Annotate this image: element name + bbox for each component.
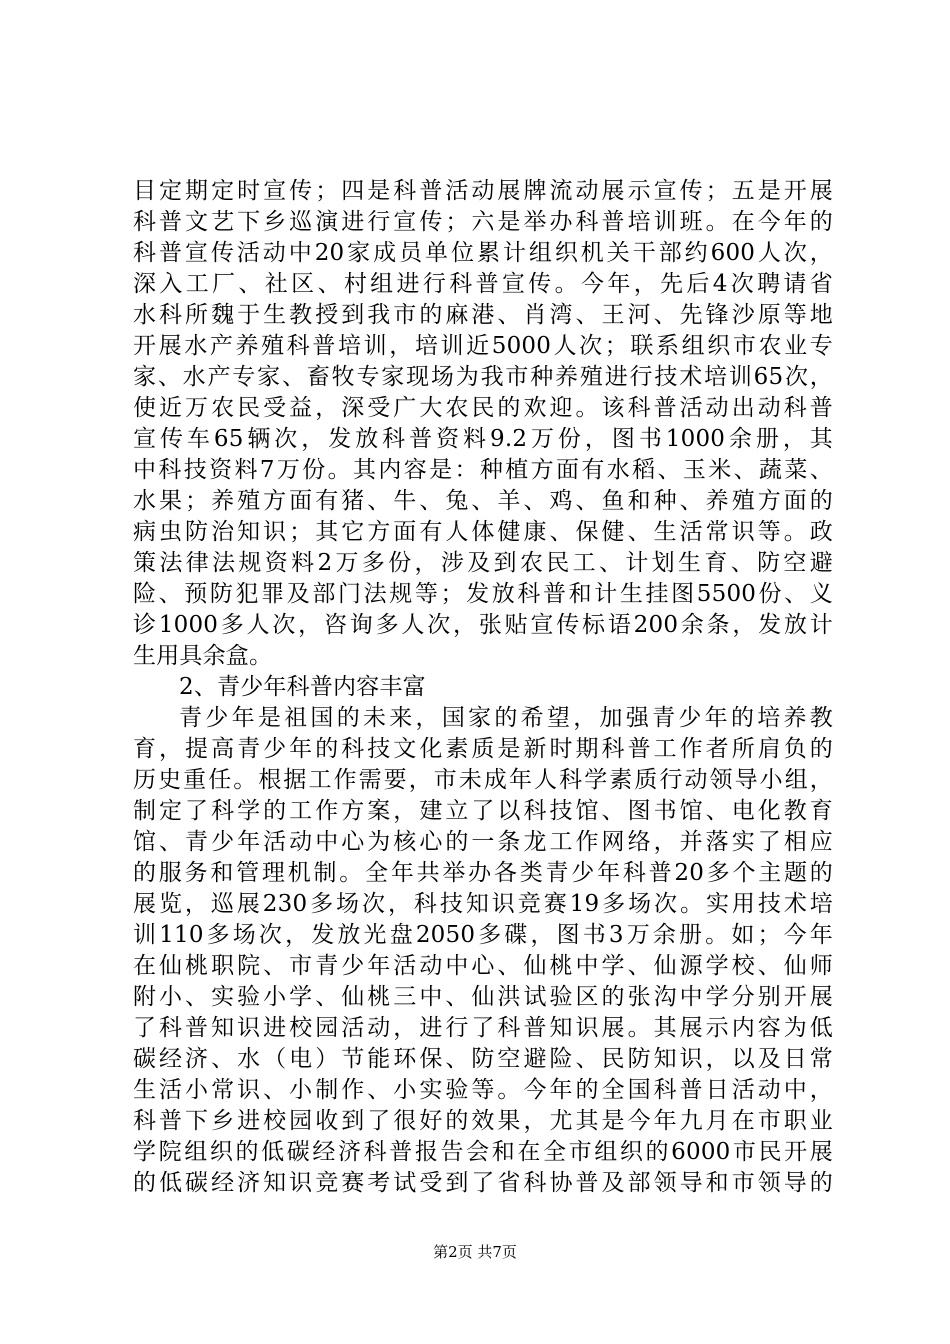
text-line: 科普宣传活动中20家成员单位累计组织机关干部约600人次，: [133, 240, 833, 266]
text-line: 的服务和管理机制。全年共举办各类青少年科普20多个主题的: [133, 860, 833, 886]
text-line: 了科普知识进校园活动，进行了科普知识展。其展示内容为低: [133, 1015, 833, 1041]
text-line: 家、水产专家、畜牧专家现场为我市种养殖进行技术培训65次，: [133, 364, 833, 390]
text-line: 训110多场次，发放光盘2050多碟，图书3万余册。如；今年: [133, 922, 833, 948]
text-line: 深入工厂、社区、村组进行科普宣传。今年，先后4次聘请省: [133, 271, 833, 297]
text-line: 使近万农民受益，深受广大农民的欢迎。该科普活动出动科普: [133, 395, 833, 421]
text-line: 险、预防犯罪及部门法规等；发放科普和计生挂图5500份、义: [133, 581, 833, 607]
text-line: 生活小常识、小制作、小实验等。今年的全国科普日活动中，: [133, 1077, 833, 1103]
text-line: 水科所魏于生教授到我市的麻港、肖湾、王河、先锋沙原等地: [133, 302, 833, 328]
text-line: 学院组织的低碳经济科普报告会和在全市组织的6000市民开展: [133, 1139, 833, 1165]
text-line: 科普下乡进校园收到了很好的效果，尤其是今年九月在市职业: [133, 1108, 833, 1134]
text-line: 开展水产养殖科普培训，培训近5000人次；联系组织市农业专: [133, 333, 833, 359]
text-line: 科普文艺下乡巡演进行宣传；六是举办科普培训班。在今年的: [133, 209, 833, 235]
text-line: 生用具余盒。: [133, 643, 273, 669]
text-line: 策法律法规资料2万多份，涉及到农民工、计划生育、防空避: [133, 550, 833, 576]
text-line: 碳经济、水（电）节能环保、防空避险、民防知识，以及日常: [133, 1046, 833, 1072]
text-line: 的低碳经济知识竞赛考试受到了省科协普及部领导和市领导的: [133, 1170, 833, 1196]
section-heading: 2、青少年科普内容丰富: [179, 674, 426, 700]
text-line: 展览，巡展230多场次，科技知识竞赛19多场次。实用技术培: [133, 891, 833, 917]
text-line: 病虫防治知识；其它方面有人体健康、保健、生活常识等。政: [133, 519, 833, 545]
text-line: 水果；养殖方面有猪、牛、兔、羊、鸡、鱼和种、养殖方面的: [133, 488, 833, 514]
text-line: 附小、实验小学、仙桃三中、仙洪试验区的张沟中学分别开展: [133, 984, 833, 1010]
document-body: [133, 176, 833, 1199]
text-line: 青少年是祖国的未来，国家的希望，加强青少年的培养教: [179, 705, 833, 731]
text-line: 馆、青少年活动中心为核心的一条龙工作网络，并落实了相应: [133, 829, 833, 855]
text-line: 制定了科学的工作方案，建立了以科技馆、图书馆、电化教育: [133, 798, 833, 824]
text-line: 宣传车65辆次，发放科普资料9.2万份，图书1000余册，其: [133, 426, 833, 452]
text-line: 在仙桃职院、市青少年活动中心、仙桃中学、仙源学校、仙师: [133, 953, 833, 979]
text-line: 历史重任。根据工作需要，市未成年人科学素质行动领导小组，: [133, 767, 833, 793]
page-footer: 第2页 共7页: [433, 1243, 517, 1261]
text-line: 目定期定时宣传；四是科普活动展牌流动展示宣传；五是开展: [133, 178, 833, 204]
text-line: 诊1000多人次，咨询多人次，张贴宣传标语200余条，发放计: [133, 612, 833, 638]
text-line: 中科技资料7万份。其内容是：种植方面有水稻、玉米、蔬菜、: [133, 457, 833, 483]
text-line: 育，提高青少年的科技文化素质是新时期科普工作者所肩负的: [133, 736, 833, 762]
